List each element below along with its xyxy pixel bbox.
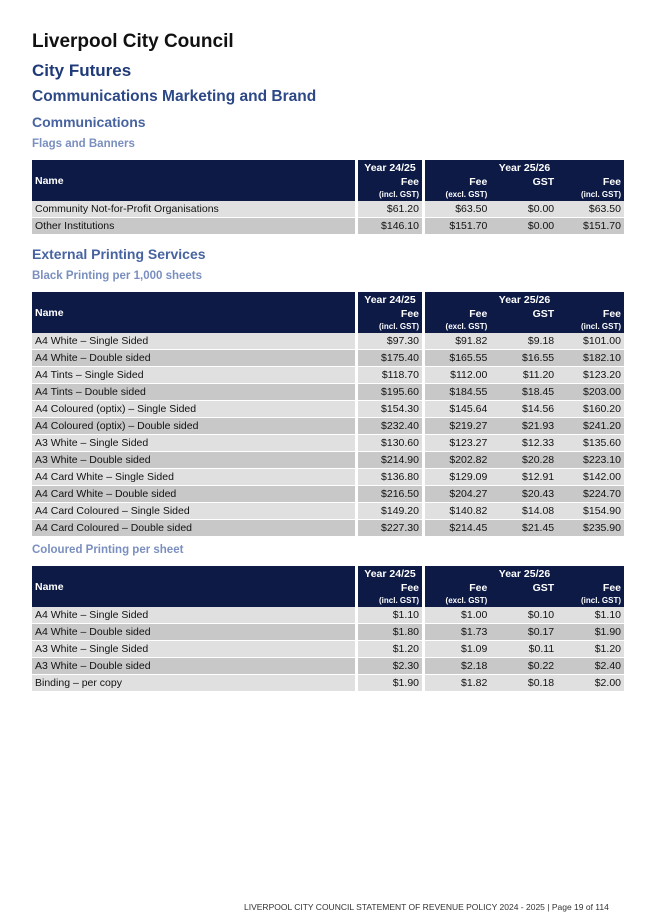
column-header-year-2526: Year 25/26 bbox=[424, 160, 625, 176]
cell-fee-excl-2526: $91.82 bbox=[424, 333, 491, 350]
cell-fee-incl-2526: $182.10 bbox=[557, 350, 624, 367]
cell-row-name: A4 White – Double sided bbox=[32, 624, 357, 641]
cell-gst-2526: $9.18 bbox=[490, 333, 557, 350]
department-title: Communications Marketing and Brand bbox=[32, 88, 317, 105]
section-external-printing: External Printing Services bbox=[32, 246, 206, 262]
cell-fee-incl-2526: $154.90 bbox=[557, 503, 624, 520]
table-row bbox=[32, 401, 624, 418]
table-row bbox=[32, 201, 624, 218]
cell-fee-incl-2425: $154.30 bbox=[357, 401, 424, 418]
cell-gst-2526: $12.91 bbox=[490, 469, 557, 486]
table-row bbox=[32, 452, 624, 469]
cell-fee-incl-2526: $142.00 bbox=[557, 469, 624, 486]
column-header-gst-2526: GST bbox=[490, 176, 557, 201]
cell-fee-incl-2425: $1.90 bbox=[357, 675, 424, 692]
cell-gst-2526: $0.18 bbox=[490, 675, 557, 692]
column-header-fee-excl-2526: Fee (excl. GST) bbox=[424, 582, 491, 607]
cell-fee-incl-2526: $241.20 bbox=[557, 418, 624, 435]
cell-row-name: A4 Card Coloured – Single Sided bbox=[32, 503, 357, 520]
table-row bbox=[32, 641, 624, 658]
cell-fee-incl-2425: $118.70 bbox=[357, 367, 424, 384]
cell-fee-excl-2526: $202.82 bbox=[424, 452, 491, 469]
cell-fee-incl-2526: $151.70 bbox=[557, 218, 624, 235]
column-header-fee-excl-2526: Fee (excl. GST) bbox=[424, 308, 491, 333]
cell-gst-2526: $0.22 bbox=[490, 658, 557, 675]
cell-row-name: A4 White – Single Sided bbox=[32, 607, 357, 624]
cell-row-name: A4 Card Coloured – Double sided bbox=[32, 520, 357, 537]
fees-table-coloured-printing bbox=[32, 566, 624, 692]
cell-row-name: Other Institutions bbox=[32, 218, 357, 235]
cell-fee-excl-2526: $184.55 bbox=[424, 384, 491, 401]
cell-row-name: A4 Coloured (optix) – Double sided bbox=[32, 418, 357, 435]
table-title-coloured-printing: Coloured Printing per sheet bbox=[32, 544, 184, 556]
cell-fee-incl-2425: $214.90 bbox=[357, 452, 424, 469]
cell-fee-incl-2425: $97.30 bbox=[357, 333, 424, 350]
cell-fee-excl-2526: $145.64 bbox=[424, 401, 491, 418]
cell-row-name: A4 Card White – Double sided bbox=[32, 486, 357, 503]
column-header-fee-incl-2526: Fee (incl. GST) bbox=[557, 582, 624, 607]
column-header-fee-incl-2526: Fee (incl. GST) bbox=[557, 308, 624, 333]
cell-fee-incl-2526: $101.00 bbox=[557, 333, 624, 350]
table-row bbox=[32, 503, 624, 520]
column-header-gst-2526: GST bbox=[490, 308, 557, 333]
cell-fee-excl-2526: $165.55 bbox=[424, 350, 491, 367]
cell-gst-2526: $0.00 bbox=[490, 201, 557, 218]
section-communications: Communications bbox=[32, 114, 146, 130]
column-header-fee-incl-2425: Fee (incl. GST) bbox=[357, 582, 424, 607]
cell-fee-incl-2425: $195.60 bbox=[357, 384, 424, 401]
cell-row-name: A3 White – Double sided bbox=[32, 452, 357, 469]
table-row bbox=[32, 486, 624, 503]
cell-fee-excl-2526: $1.09 bbox=[424, 641, 491, 658]
cell-gst-2526: $18.45 bbox=[490, 384, 557, 401]
cell-fee-excl-2526: $129.09 bbox=[424, 469, 491, 486]
column-header-year-2425: Year 24/25 bbox=[357, 160, 424, 176]
column-header-fee-excl-2526: Fee (excl. GST) bbox=[424, 176, 491, 201]
cell-fee-excl-2526: $151.70 bbox=[424, 218, 491, 235]
table-row bbox=[32, 469, 624, 486]
cell-fee-incl-2425: $1.10 bbox=[357, 607, 424, 624]
cell-fee-excl-2526: $204.27 bbox=[424, 486, 491, 503]
cell-fee-excl-2526: $63.50 bbox=[424, 201, 491, 218]
cell-row-name: A4 Coloured (optix) – Single Sided bbox=[32, 401, 357, 418]
cell-fee-incl-2526: $223.10 bbox=[557, 452, 624, 469]
cell-row-name: A3 White – Single Sided bbox=[32, 435, 357, 452]
cell-fee-incl-2425: $232.40 bbox=[357, 418, 424, 435]
cell-row-name: A4 White – Single Sided bbox=[32, 333, 357, 350]
column-header-gst-2526: GST bbox=[490, 582, 557, 607]
cell-gst-2526: $14.08 bbox=[490, 503, 557, 520]
column-header-name: Name bbox=[32, 160, 357, 201]
cell-row-name: A3 White – Single Sided bbox=[32, 641, 357, 658]
column-header-year-2526: Year 25/26 bbox=[424, 292, 625, 308]
cell-fee-incl-2526: $135.60 bbox=[557, 435, 624, 452]
cell-fee-excl-2526: $1.73 bbox=[424, 624, 491, 641]
fees-table-flags bbox=[32, 160, 624, 235]
cell-fee-excl-2526: $1.82 bbox=[424, 675, 491, 692]
cell-fee-incl-2425: $175.40 bbox=[357, 350, 424, 367]
cell-row-name: A4 Tints – Double sided bbox=[32, 384, 357, 401]
cell-gst-2526: $12.33 bbox=[490, 435, 557, 452]
cell-fee-incl-2425: $227.30 bbox=[357, 520, 424, 537]
cell-fee-incl-2526: $224.70 bbox=[557, 486, 624, 503]
table-row bbox=[32, 435, 624, 452]
fees-table-black-printing bbox=[32, 292, 624, 537]
cell-fee-incl-2425: $149.20 bbox=[357, 503, 424, 520]
cell-fee-incl-2526: $2.00 bbox=[557, 675, 624, 692]
table-row bbox=[32, 520, 624, 537]
cell-fee-excl-2526: $214.45 bbox=[424, 520, 491, 537]
table-row bbox=[32, 418, 624, 435]
cell-fee-incl-2425: $1.80 bbox=[357, 624, 424, 641]
column-header-name: Name bbox=[32, 292, 357, 333]
cell-fee-incl-2425: $216.50 bbox=[357, 486, 424, 503]
column-header-fee-incl-2425: Fee (incl. GST) bbox=[357, 308, 424, 333]
page-footer: LIVERPOOL CITY COUNCIL STATEMENT OF REVENUE POLICY 2024 - 2025 | Page 19 of 114 bbox=[244, 902, 609, 912]
table-row bbox=[32, 675, 624, 692]
cell-gst-2526: $0.11 bbox=[490, 641, 557, 658]
column-header-year-2425: Year 24/25 bbox=[357, 566, 424, 582]
table-row bbox=[32, 384, 624, 401]
cell-fee-incl-2526: $1.90 bbox=[557, 624, 624, 641]
table-title-flags: Flags and Banners bbox=[32, 138, 135, 150]
cell-gst-2526: $14.56 bbox=[490, 401, 557, 418]
cell-gst-2526: $21.45 bbox=[490, 520, 557, 537]
cell-fee-incl-2526: $203.00 bbox=[557, 384, 624, 401]
cell-gst-2526: $21.93 bbox=[490, 418, 557, 435]
column-header-name: Name bbox=[32, 566, 357, 607]
cell-row-name: Community Not-for-Profit Organisations bbox=[32, 201, 357, 218]
cell-fee-incl-2526: $235.90 bbox=[557, 520, 624, 537]
cell-fee-excl-2526: $219.27 bbox=[424, 418, 491, 435]
cell-gst-2526: $0.17 bbox=[490, 624, 557, 641]
table-row bbox=[32, 367, 624, 384]
cell-gst-2526: $11.20 bbox=[490, 367, 557, 384]
council-title: Liverpool City Council bbox=[32, 31, 234, 52]
cell-gst-2526: $16.55 bbox=[490, 350, 557, 367]
cell-gst-2526: $20.28 bbox=[490, 452, 557, 469]
column-header-year-2425: Year 24/25 bbox=[357, 292, 424, 308]
cell-fee-excl-2526: $112.00 bbox=[424, 367, 491, 384]
cell-row-name: A3 White – Double sided bbox=[32, 658, 357, 675]
column-header-year-2526: Year 25/26 bbox=[424, 566, 625, 582]
cell-row-name: A4 Card White – Single Sided bbox=[32, 469, 357, 486]
table-row bbox=[32, 333, 624, 350]
cell-fee-incl-2425: $136.80 bbox=[357, 469, 424, 486]
cell-fee-excl-2526: $1.00 bbox=[424, 607, 491, 624]
table-row bbox=[32, 624, 624, 641]
column-header-fee-incl-2526: Fee (incl. GST) bbox=[557, 176, 624, 201]
cell-fee-incl-2425: $130.60 bbox=[357, 435, 424, 452]
cell-fee-excl-2526: $140.82 bbox=[424, 503, 491, 520]
cell-fee-incl-2425: $61.20 bbox=[357, 201, 424, 218]
table-row bbox=[32, 658, 624, 675]
cell-row-name: A4 Tints – Single Sided bbox=[32, 367, 357, 384]
cell-row-name: A4 White – Double sided bbox=[32, 350, 357, 367]
cell-fee-incl-2526: $123.20 bbox=[557, 367, 624, 384]
table-title-black-printing: Black Printing per 1,000 sheets bbox=[32, 270, 203, 282]
cell-fee-excl-2526: $2.18 bbox=[424, 658, 491, 675]
cell-fee-incl-2526: $1.10 bbox=[557, 607, 624, 624]
table-row bbox=[32, 218, 624, 235]
cell-gst-2526: $0.10 bbox=[490, 607, 557, 624]
cell-fee-incl-2526: $1.20 bbox=[557, 641, 624, 658]
table-row bbox=[32, 350, 624, 367]
cell-fee-incl-2526: $63.50 bbox=[557, 201, 624, 218]
cell-fee-incl-2526: $160.20 bbox=[557, 401, 624, 418]
cell-fee-incl-2526: $2.40 bbox=[557, 658, 624, 675]
cell-fee-incl-2425: $2.30 bbox=[357, 658, 424, 675]
column-header-fee-incl-2425: Fee (incl. GST) bbox=[357, 176, 424, 201]
cell-fee-excl-2526: $123.27 bbox=[424, 435, 491, 452]
cell-gst-2526: $20.43 bbox=[490, 486, 557, 503]
table-row bbox=[32, 607, 624, 624]
cell-row-name: Binding – per copy bbox=[32, 675, 357, 692]
directorate-title: City Futures bbox=[32, 61, 132, 80]
cell-gst-2526: $0.00 bbox=[490, 218, 557, 235]
cell-fee-incl-2425: $1.20 bbox=[357, 641, 424, 658]
cell-fee-incl-2425: $146.10 bbox=[357, 218, 424, 235]
